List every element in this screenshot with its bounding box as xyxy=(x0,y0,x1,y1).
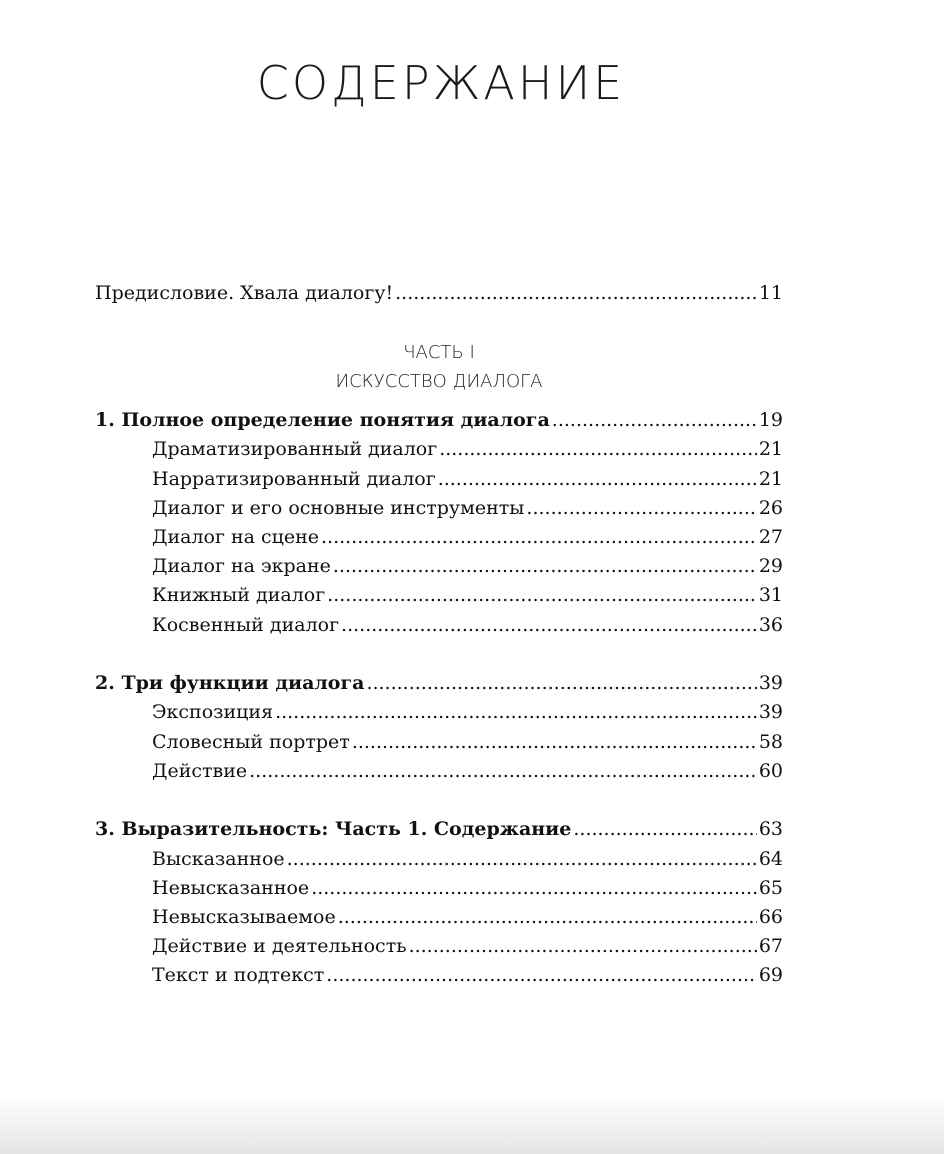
page-number: 66 xyxy=(758,906,783,928)
chapter-spacer xyxy=(95,786,783,816)
toc-chapter-entry[interactable] xyxy=(95,669,783,698)
chapter-block xyxy=(95,406,783,669)
toc-section-entry[interactable] xyxy=(95,903,783,932)
dot-leader xyxy=(526,494,756,523)
toc-section-entry[interactable] xyxy=(95,874,783,903)
dot-leader xyxy=(438,465,757,494)
dot-leader xyxy=(321,523,757,552)
section-title: Текст и подтекст xyxy=(152,964,325,987)
dot-leader xyxy=(409,932,757,961)
chapter-block xyxy=(95,815,783,990)
page-number: 11 xyxy=(758,282,783,304)
chapter-spacer xyxy=(95,640,783,670)
dot-leader xyxy=(552,406,757,435)
section-title: Нарратизированный диалог xyxy=(152,467,436,490)
page-number: 69 xyxy=(758,964,783,987)
toc-section-entry[interactable] xyxy=(95,523,783,552)
toc-section-entry[interactable] xyxy=(95,552,783,581)
chapter-block xyxy=(95,669,783,815)
chapter-title: 1. Полное определение понятия диалога xyxy=(95,409,550,432)
part-label: ЧАСТЬ I xyxy=(403,342,475,364)
dot-leader xyxy=(395,279,757,308)
section-title: Косвенный диалог xyxy=(152,613,340,636)
toc-entry-text: Предисловие. Хвала диалогу! xyxy=(95,282,394,304)
page-number: 64 xyxy=(758,847,783,870)
toc-section-entry[interactable] xyxy=(95,757,783,786)
section-title: Словесный портрет xyxy=(152,730,350,753)
page-number: 29 xyxy=(758,555,783,578)
section-title: Книжный диалог xyxy=(152,584,326,607)
section-title: Экспозиция xyxy=(152,701,274,724)
page-number: 67 xyxy=(758,935,783,958)
section-title: Диалог на экране xyxy=(152,555,331,578)
part-heading xyxy=(95,338,783,396)
dot-leader xyxy=(327,581,757,610)
toc-section-entry[interactable] xyxy=(95,611,783,640)
toc-section-entry[interactable] xyxy=(95,465,783,494)
dot-leader xyxy=(338,903,757,932)
toc-section-entry[interactable] xyxy=(95,932,783,961)
section-title: Невысказанное xyxy=(152,876,310,899)
page-number: 65 xyxy=(758,876,783,899)
section-title: Диалог на сцене xyxy=(152,525,319,548)
toc-entry-preface[interactable] xyxy=(95,279,783,308)
page-number: 63 xyxy=(758,818,783,841)
toc-section-entry[interactable] xyxy=(95,581,783,610)
dot-leader xyxy=(249,757,757,786)
chapter-title: 2. Три функции диалога xyxy=(95,672,365,695)
dot-leader xyxy=(352,728,757,757)
page-number: 21 xyxy=(758,467,783,490)
page-number: 58 xyxy=(758,730,783,753)
page-number: 31 xyxy=(758,584,783,607)
section-title: Невысказываемое xyxy=(152,906,336,928)
section-title: Драматизированный диалог xyxy=(152,438,438,461)
section-title: Диалог и его основные инструменты xyxy=(152,496,525,519)
chapter-list xyxy=(95,406,783,990)
toc-chapter-entry[interactable] xyxy=(95,406,783,435)
toc-section-entry[interactable] xyxy=(95,728,783,757)
dot-leader xyxy=(311,874,757,903)
page-edge-shadow xyxy=(0,1094,944,1154)
dot-leader xyxy=(275,698,757,727)
dot-leader xyxy=(366,669,756,698)
page-number: 19 xyxy=(758,409,783,432)
dot-leader xyxy=(333,552,757,581)
part-name: ИСКУССТВО ДИАЛОГА xyxy=(335,371,543,393)
toc-section-entry[interactable] xyxy=(95,961,783,990)
page-number: 26 xyxy=(758,496,783,519)
dot-leader xyxy=(439,435,757,464)
page-number: 36 xyxy=(758,613,783,636)
toc-section-entry[interactable] xyxy=(95,698,783,727)
page-number: 39 xyxy=(758,701,783,724)
page-number: 21 xyxy=(758,438,783,461)
table-of-contents xyxy=(95,279,783,991)
chapter-title: 3. Выразительность: Часть 1. Содержание xyxy=(95,818,572,841)
dot-leader xyxy=(573,815,756,844)
toc-section-entry[interactable] xyxy=(95,494,783,523)
toc-chapter-entry[interactable] xyxy=(95,815,783,844)
dot-leader xyxy=(287,845,757,874)
dot-leader xyxy=(341,611,757,640)
toc-section-entry[interactable] xyxy=(95,435,783,464)
section-title: Действие и деятельность xyxy=(152,935,407,958)
page-number: 39 xyxy=(758,672,783,695)
dot-leader xyxy=(326,961,757,990)
page-number: 27 xyxy=(758,525,783,548)
page-number: 60 xyxy=(758,759,783,782)
toc-section-entry[interactable] xyxy=(95,845,783,874)
section-title: Высказанное xyxy=(152,847,285,870)
page-title: СОДЕРЖАНИЕ xyxy=(256,56,626,110)
section-title: Действие xyxy=(152,759,248,782)
